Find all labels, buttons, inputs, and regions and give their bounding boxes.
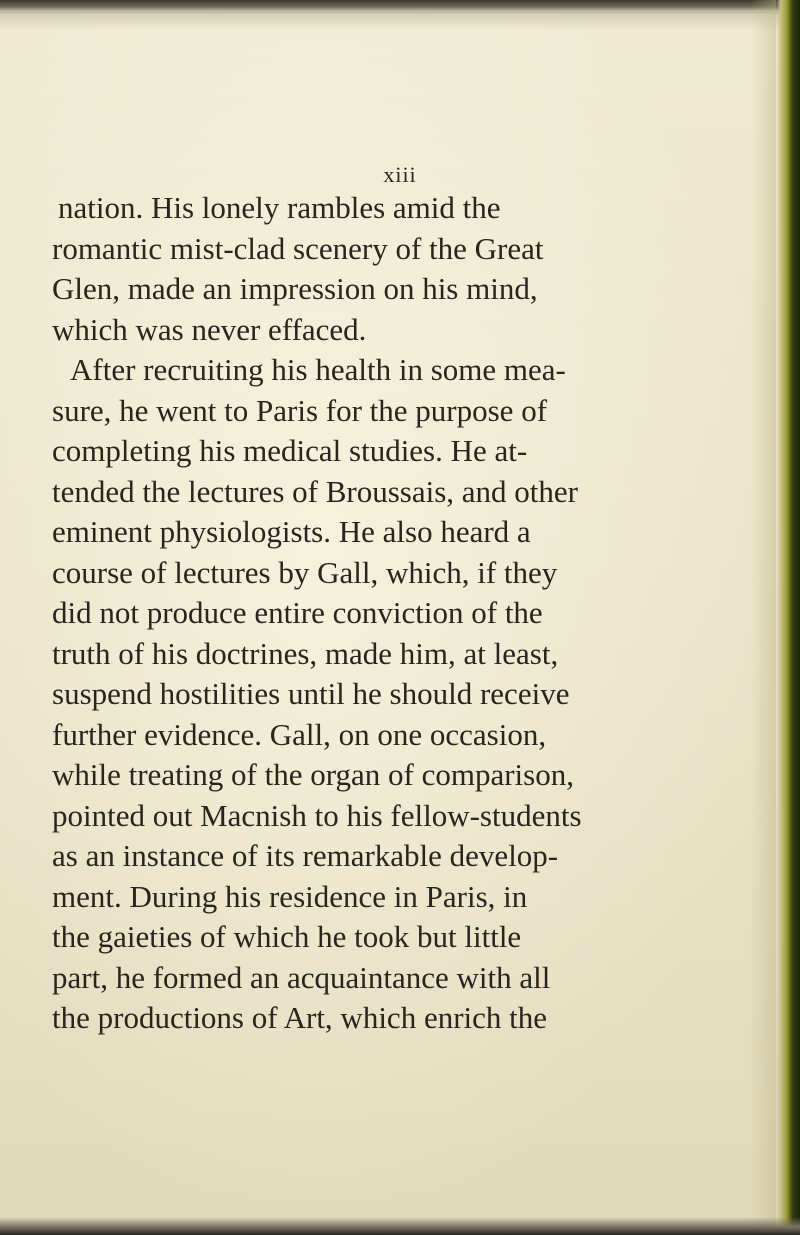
text-line: while treating of the organ of comparison, xyxy=(52,757,574,792)
body-text xyxy=(52,188,772,1039)
text-line: part, he formed an acquaintance with all xyxy=(52,959,551,995)
text-line: sure, he went to Paris for the purpose of xyxy=(52,392,548,428)
text-line: nation. His lonely rambles amid the xyxy=(58,190,501,225)
page-bottom-edge xyxy=(0,1217,800,1235)
text-line: which was never effaced. xyxy=(52,311,367,347)
page-number: xiii xyxy=(383,162,417,187)
text-line: the gaieties of which he took but little xyxy=(52,919,522,954)
text-line: completing his medical studies. He at- xyxy=(52,433,528,468)
text-line: ment. During his residence in Paris, in xyxy=(52,878,528,914)
text-line: tended the lectures of Broussais, and other xyxy=(52,473,578,509)
text-line: as an instance of its remarkable develop- xyxy=(52,838,559,873)
text-line: pointed out Macnish to his fellow-students xyxy=(52,797,582,833)
text-line: suspend hostilities until he should receive xyxy=(52,676,570,711)
page-top-shadow xyxy=(0,12,800,30)
text-line: romantic mist-clad scenery of the Great xyxy=(52,230,544,266)
text-line: did not produce entire conviction of the xyxy=(52,595,543,630)
text-line: eminent physiologists. He also heard a xyxy=(52,514,531,549)
text-line: further evidence. Gall, on one occasion, xyxy=(52,716,547,752)
text-line: course of lectures by Gall, which, if they xyxy=(52,554,558,590)
text-line: the productions of Art, which enrich the xyxy=(52,1000,548,1035)
text-line: Glen, made an impression on his mind, xyxy=(52,271,538,306)
text-line: After recruiting his health in some mea- xyxy=(70,352,566,387)
text-line: truth of his doctrines, made him, at least, xyxy=(52,635,559,671)
